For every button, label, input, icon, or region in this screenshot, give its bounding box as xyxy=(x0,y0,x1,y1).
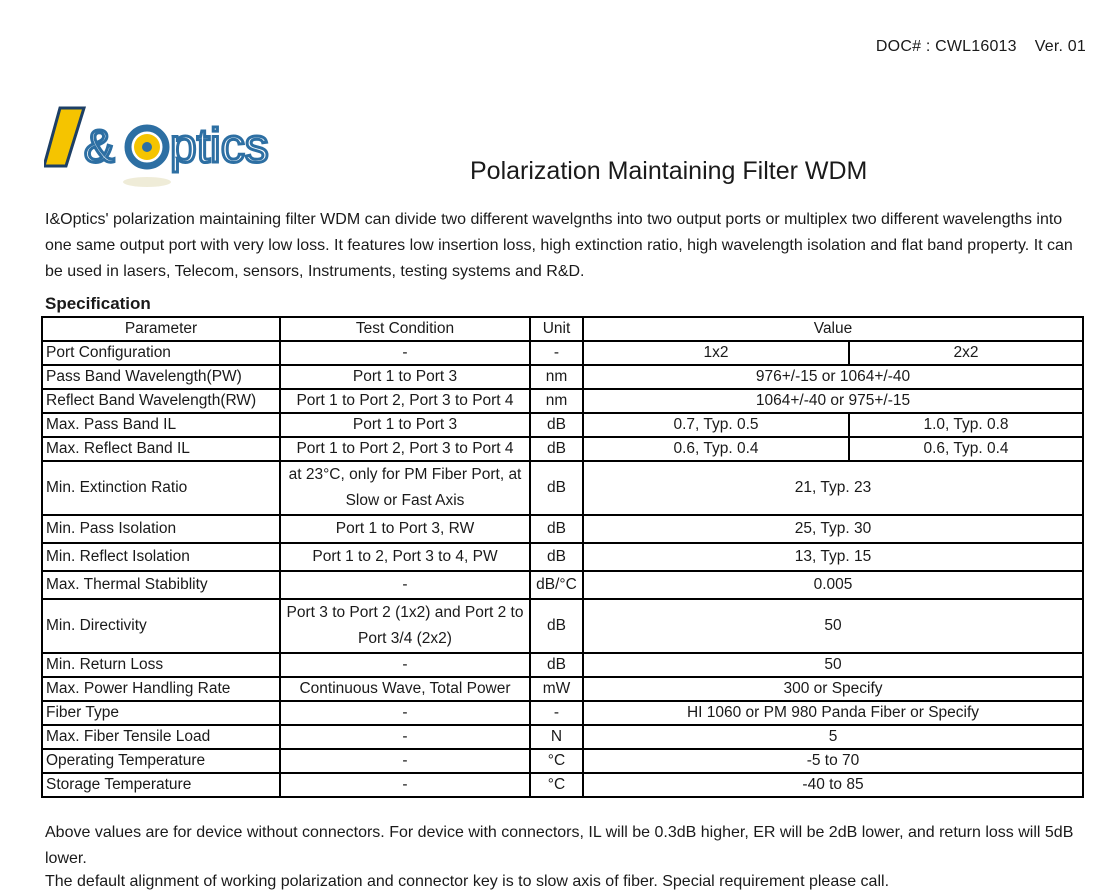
table-header-row xyxy=(42,317,1083,341)
unit-cell: dB xyxy=(530,543,583,571)
table-row xyxy=(42,725,1083,749)
condition-cell: Port 1 to 2, Port 3 to 4, PW xyxy=(280,543,530,571)
unit-cell: dB xyxy=(530,461,583,515)
param-cell: Min. Directivity xyxy=(42,599,280,653)
table-row xyxy=(42,437,1083,461)
unit-cell: dB xyxy=(530,515,583,543)
notes-section xyxy=(45,820,1095,895)
value-cell: 25, Typ. 30 xyxy=(583,515,1083,543)
table-row xyxy=(42,461,1083,515)
param-cell: Min. Reflect Isolation xyxy=(42,543,280,571)
value-cell-1x2: 1x2 xyxy=(583,341,849,365)
param-cell: Min. Return Loss xyxy=(42,653,280,677)
condition-cell: - xyxy=(280,653,530,677)
table-row xyxy=(42,543,1083,571)
intro-paragraph: I&Optics' polarization maintaining filter WDM can divide two different wavelgnths into two output ports or multiplex two different wavelengths into one same output port with very low loss. It features low insertion loss, high extinction ratio, high wavelength isolation and flat band property. It can be used in lasers, Telecom, sensors, Instruments, testing systems and R&D. xyxy=(45,211,1073,280)
unit-cell: °C xyxy=(530,749,583,773)
param-cell: Fiber Type xyxy=(42,701,280,725)
value-cell-1x2: 0.6, Typ. 0.4 xyxy=(583,437,849,461)
value-cell: 1064+/-40 or 975+/-15 xyxy=(583,389,1083,413)
table-row xyxy=(42,677,1083,701)
note-connectors: Above values are for device without connectors. For device with connectors, IL will be 0.3dB higher, ER will be 2dB lower, and return loss will 5dB lower. xyxy=(45,824,1074,867)
param-cell: Storage Temperature xyxy=(42,773,280,797)
value-cell: -5 to 70 xyxy=(583,749,1083,773)
document-title: Polarization Maintaining Filter WDM xyxy=(470,157,868,185)
param-cell: Operating Temperature xyxy=(42,749,280,773)
param-cell: Pass Band Wavelength(PW) xyxy=(42,365,280,389)
param-cell: Min. Extinction Ratio xyxy=(42,461,280,515)
param-cell: Max. Power Handling Rate xyxy=(42,677,280,701)
doc-id: DOC# : CWL16013 xyxy=(875,38,1017,55)
value-cell-2x2: 2x2 xyxy=(849,341,1083,365)
condition-cell: Port 1 to Port 2, Port 3 to Port 4 xyxy=(280,389,530,413)
table-row xyxy=(42,389,1083,413)
unit-cell: dB xyxy=(530,653,583,677)
value-cell: 50 xyxy=(583,599,1083,653)
condition-cell: - xyxy=(280,341,530,365)
value-cell: 300 or Specify xyxy=(583,677,1083,701)
table-row xyxy=(42,571,1083,599)
param-cell: Reflect Band Wavelength(RW) xyxy=(42,389,280,413)
condition-cell: Port 1 to Port 3, RW xyxy=(280,515,530,543)
condition-cell: - xyxy=(280,773,530,797)
condition-cell: Continuous Wave, Total Power xyxy=(280,677,530,701)
condition-cell: Port 1 to Port 3 xyxy=(280,365,530,389)
param-cell: Max. Pass Band IL xyxy=(42,413,280,437)
param-cell: Max. Fiber Tensile Load xyxy=(42,725,280,749)
condition-cell: Port 1 to Port 2, Port 3 to Port 4 xyxy=(280,437,530,461)
specification-heading: Specification xyxy=(45,294,151,313)
value-cell: -40 to 85 xyxy=(583,773,1083,797)
param-cell: Min. Pass Isolation xyxy=(42,515,280,543)
unit-cell: mW xyxy=(530,677,583,701)
header-unit: Unit xyxy=(530,317,583,341)
condition-cell: at 23°C, only for PM Fiber Port, at Slow or Fast Axis xyxy=(280,461,530,515)
unit-cell: N xyxy=(530,725,583,749)
value-cell-2x2: 1.0, Typ. 0.8 xyxy=(849,413,1083,437)
header-value: Value xyxy=(583,317,1083,341)
condition-cell: - xyxy=(280,749,530,773)
unit-cell: dB xyxy=(530,437,583,461)
table-row xyxy=(42,413,1083,437)
header-test-condition: Test Condition xyxy=(280,317,530,341)
table-row xyxy=(42,749,1083,773)
condition-cell: - xyxy=(280,725,530,749)
condition-cell: - xyxy=(280,571,530,599)
value-cell: HI 1060 or PM 980 Panda Fiber or Specify xyxy=(583,701,1083,725)
svg-text:&: & xyxy=(84,120,115,172)
svg-text:ptics: ptics xyxy=(170,120,269,173)
condition-cell: - xyxy=(280,701,530,725)
value-cell: 50 xyxy=(583,653,1083,677)
table-row xyxy=(42,653,1083,677)
condition-cell: Port 1 to Port 3 xyxy=(280,413,530,437)
param-cell: Max. Reflect Band IL xyxy=(42,437,280,461)
value-cell-2x2: 0.6, Typ. 0.4 xyxy=(849,437,1083,461)
unit-cell: - xyxy=(530,701,583,725)
param-cell: Max. Thermal Stabiblity xyxy=(42,571,280,599)
condition-cell: Port 3 to Port 2 (1x2) and Port 2 to Port 3/4 (2x2) xyxy=(280,599,530,653)
document-number xyxy=(876,38,1086,56)
table-row xyxy=(42,701,1083,725)
value-cell-1x2: 0.7, Typ. 0.5 xyxy=(583,413,849,437)
unit-cell: - xyxy=(530,341,583,365)
unit-cell: dB/°C xyxy=(530,571,583,599)
header-parameter: Parameter xyxy=(42,317,280,341)
unit-cell: dB xyxy=(530,413,583,437)
unit-cell: dB xyxy=(530,599,583,653)
unit-cell: °C xyxy=(530,773,583,797)
note-alignment: The default alignment of working polarization and connector key is to slow axis of fiber. Special requirement please call. xyxy=(45,873,890,890)
table-row xyxy=(42,773,1083,797)
value-cell: 0.005 xyxy=(583,571,1083,599)
param-cell: Port Configuration xyxy=(42,341,280,365)
value-cell: 21, Typ. 23 xyxy=(583,461,1083,515)
value-cell: 13, Typ. 15 xyxy=(583,543,1083,571)
doc-version: Ver. 01 xyxy=(1034,38,1086,55)
unit-cell: nm xyxy=(530,389,583,413)
table-row xyxy=(42,515,1083,543)
unit-cell: nm xyxy=(530,365,583,389)
value-cell: 5 xyxy=(583,725,1083,749)
specification-table xyxy=(41,316,1084,798)
table-row xyxy=(42,365,1083,389)
table-row xyxy=(42,599,1083,653)
company-logo xyxy=(44,102,304,192)
table-row xyxy=(42,341,1083,365)
value-cell: 976+/-15 or 1064+/-40 xyxy=(583,365,1083,389)
